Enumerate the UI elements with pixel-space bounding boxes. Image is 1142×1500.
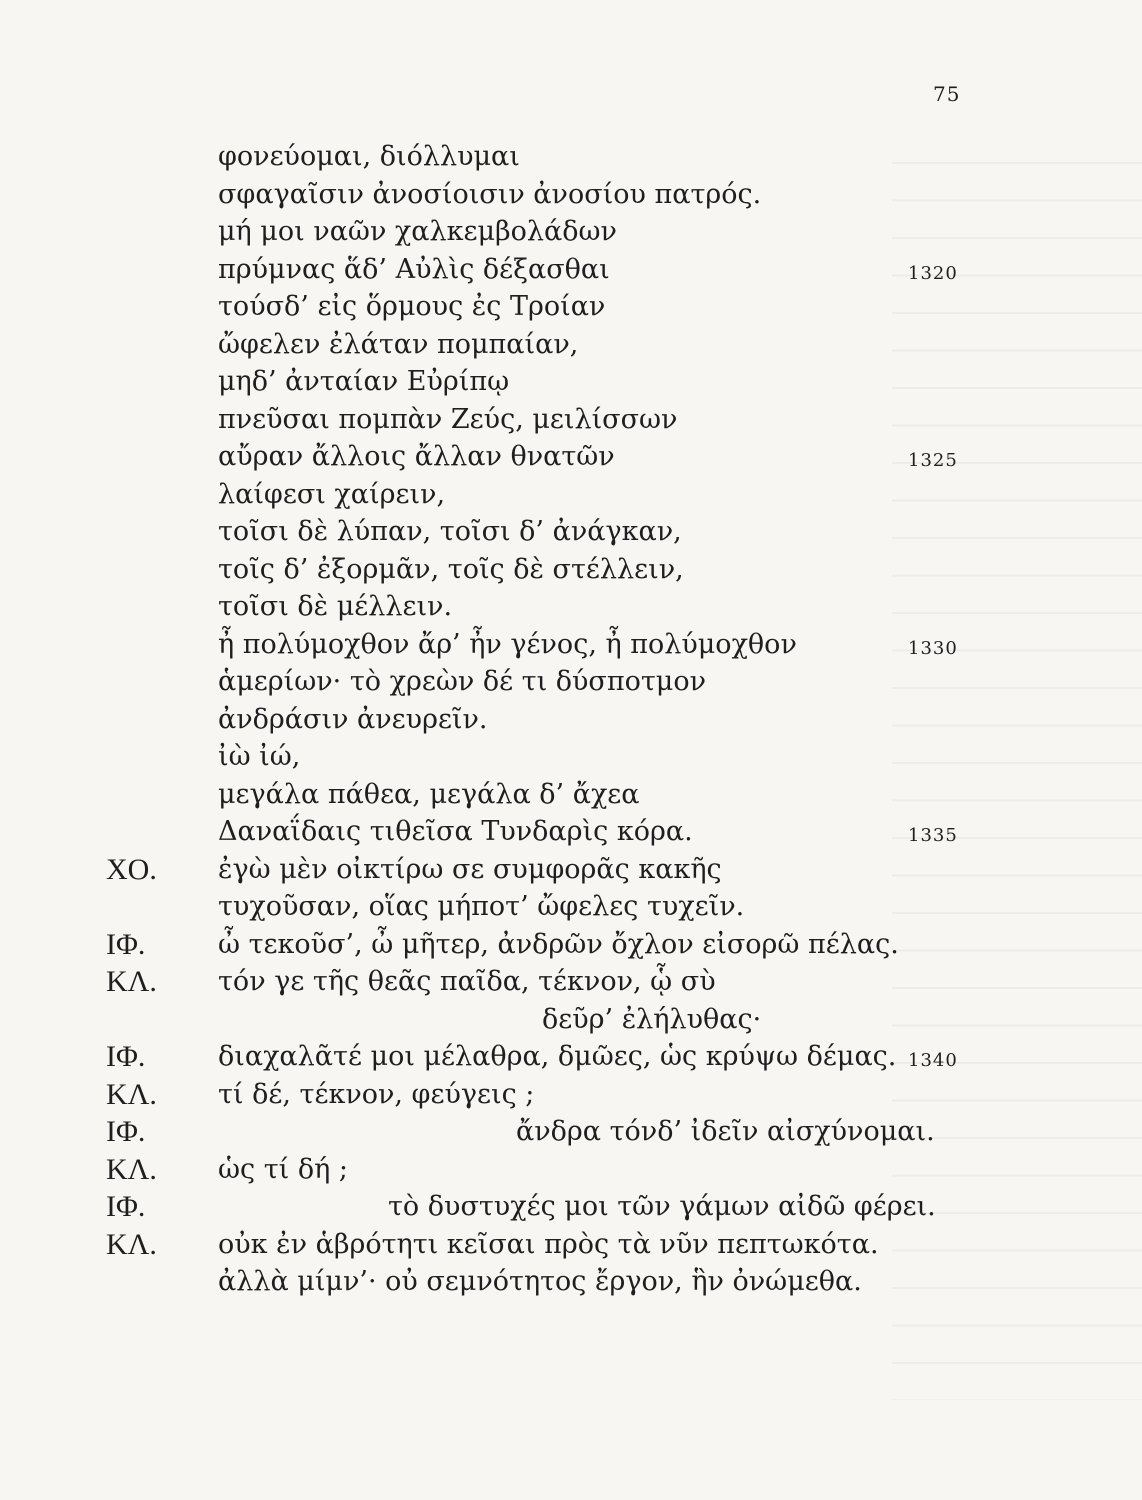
verse-line xyxy=(0,213,1142,251)
verse-text-line: λαίφεσι χαίρειν, xyxy=(218,478,446,510)
verse-text xyxy=(0,138,1142,1301)
verse-text-line: ὦ τεκοῦσ’, ὦ μῆτερ, ἀνδρῶν ὄχλον εἰσορῶ πέλας. xyxy=(218,928,899,960)
verse-text-line: διαχαλᾶτέ μοι μέλαθρα, δμῶες, ὡς κρύψω δέμας. xyxy=(218,1041,897,1072)
verse-line xyxy=(0,138,1142,176)
verse-line xyxy=(0,1076,1142,1114)
line-number: 1335 xyxy=(908,825,958,846)
speaker-label: ΙΦ. xyxy=(106,927,146,961)
verse-line xyxy=(0,851,1142,889)
verse-text-line: τοῖσι δὲ λύπαν, τοῖσι δ’ ἀνάγκαν, xyxy=(218,516,682,547)
verse-text-line: πνεῦσαι πομπὰν Ζεύς, μειλίσσων xyxy=(218,403,678,435)
verse-line xyxy=(0,438,1142,476)
verse-text-line: ἁμερίων· τὸ χρεὼν δέ τι δύσποτμον xyxy=(218,666,707,697)
verse-text-line: μεγάλα πάθεα, μεγάλα δ’ ἄχεα xyxy=(218,778,640,810)
verse-text-line: μηδ’ ἀνταίαν Εὐρίπῳ xyxy=(218,366,510,397)
line-number: 1340 xyxy=(908,1050,958,1071)
verse-text-line: τυχοῦσαν, οἵας μήποτ’ ὤφελες τυχεῖν. xyxy=(218,891,745,922)
verse-line xyxy=(0,813,1142,851)
verse-text-line: τὸ δυστυχές μοι τῶν γάμων αἰδῶ φέρει. xyxy=(388,1191,936,1222)
verse-text-line: σφαγαῖσιν ἀνοσίοισιν ἀνοσίου πατρός. xyxy=(218,178,762,210)
verse-text-line: τοῖσι δὲ μέλλειν. xyxy=(218,591,453,622)
verse-text-line: τοῖς δ’ ἐξορμᾶν, τοῖς δὲ στέλλειν, xyxy=(218,553,684,585)
verse-text-line: ἄνδρα τόνδ’ ἰδεῖν αἰσχύνομαι. xyxy=(516,1116,935,1147)
verse-line xyxy=(0,1113,1142,1151)
speaker-label: ΚΛ. xyxy=(106,1227,157,1261)
verse-line xyxy=(0,1151,1142,1189)
speaker-label: ΙΦ. xyxy=(106,1190,146,1223)
verse-line xyxy=(0,1226,1142,1264)
verse-text-line: φονεύομαι, διόλλυμαι xyxy=(218,141,520,172)
verse-line xyxy=(0,1001,1142,1039)
speaker-label: ΚΛ. xyxy=(106,965,157,998)
speaker-label: ΚΛ. xyxy=(106,1152,157,1186)
speaker-label: ΚΛ. xyxy=(106,1077,157,1111)
verse-line xyxy=(0,176,1142,214)
verse-line xyxy=(0,1038,1142,1076)
line-number: 1325 xyxy=(908,450,958,471)
verse-text-line: Δαναΐδαις τιθεῖσα Τυνδαρὶς κόρα. xyxy=(218,816,693,847)
verse-line xyxy=(0,626,1142,664)
verse-line xyxy=(0,588,1142,626)
verse-line xyxy=(0,738,1142,776)
line-number: 1330 xyxy=(908,637,958,659)
verse-line xyxy=(0,551,1142,589)
verse-line xyxy=(0,701,1142,739)
verse-line xyxy=(0,888,1142,926)
verse-line xyxy=(0,1188,1142,1226)
verse-line xyxy=(0,513,1142,551)
verse-line xyxy=(0,1263,1142,1301)
verse-text-line: τόν γε τῆς θεᾶς παῖδα, τέκνον, ᾧ σὺ xyxy=(218,966,716,997)
page-number: 75 xyxy=(933,82,961,106)
verse-text-line: τί δέ, τέκνον, φεύγεις ; xyxy=(218,1078,535,1110)
speaker-label: ΧΟ. xyxy=(106,852,157,886)
line-number: 1320 xyxy=(908,262,958,284)
verse-text-line: ἀνδράσιν ἀνευρεῖν. xyxy=(218,703,488,735)
speaker-label: ΙΦ. xyxy=(106,1040,146,1073)
verse-text-line: ἀλλὰ μίμν’· οὐ σεμνότητος ἔργον, ἣν ὀνώμεθα. xyxy=(218,1266,862,1297)
verse-text-line: πρύμνας ἅδ’ Αὐλὶς δέξασθαι xyxy=(218,253,610,285)
verse-line xyxy=(0,663,1142,701)
verse-text-line: ἐγὼ μὲν οἰκτίρω σε συμφορᾶς κακῆς xyxy=(218,853,722,885)
verse-line xyxy=(0,326,1142,364)
verse-line xyxy=(0,926,1142,964)
verse-line xyxy=(0,363,1142,401)
verse-text-line: ἰὼ ἰώ, xyxy=(218,741,301,772)
verse-text-line: δεῦρ’ ἐλήλυθας· xyxy=(542,1003,762,1035)
verse-line xyxy=(0,288,1142,326)
verse-line xyxy=(0,401,1142,439)
verse-text-line: ἦ πολύμοχθον ἄρ’ ἦν γένος, ἦ πολύμοχθον xyxy=(218,628,797,660)
verse-line xyxy=(0,251,1142,289)
verse-text-line: τούσδ’ εἰς ὅρμους ἐς Τροίαν xyxy=(218,291,606,322)
verse-text-line: μή μοι ναῶν χαλκεμβολάδων xyxy=(218,216,617,247)
speaker-label: ΙΦ. xyxy=(106,1115,146,1148)
verse-text-line: ὤφελεν ἐλάταν πομπαίαν, xyxy=(218,328,579,360)
verse-line xyxy=(0,963,1142,1001)
verse-text-line: ὡς τί δή ; xyxy=(218,1153,348,1185)
verse-line xyxy=(0,776,1142,814)
verse-text-line: αὔραν ἄλλοις ἄλλαν θνατῶν xyxy=(218,441,615,472)
verse-line xyxy=(0,476,1142,514)
verse-text-line: οὐκ ἐν ἁβρότητι κεῖσαι πρὸς τὰ νῦν πεπτωκότα. xyxy=(218,1228,879,1260)
